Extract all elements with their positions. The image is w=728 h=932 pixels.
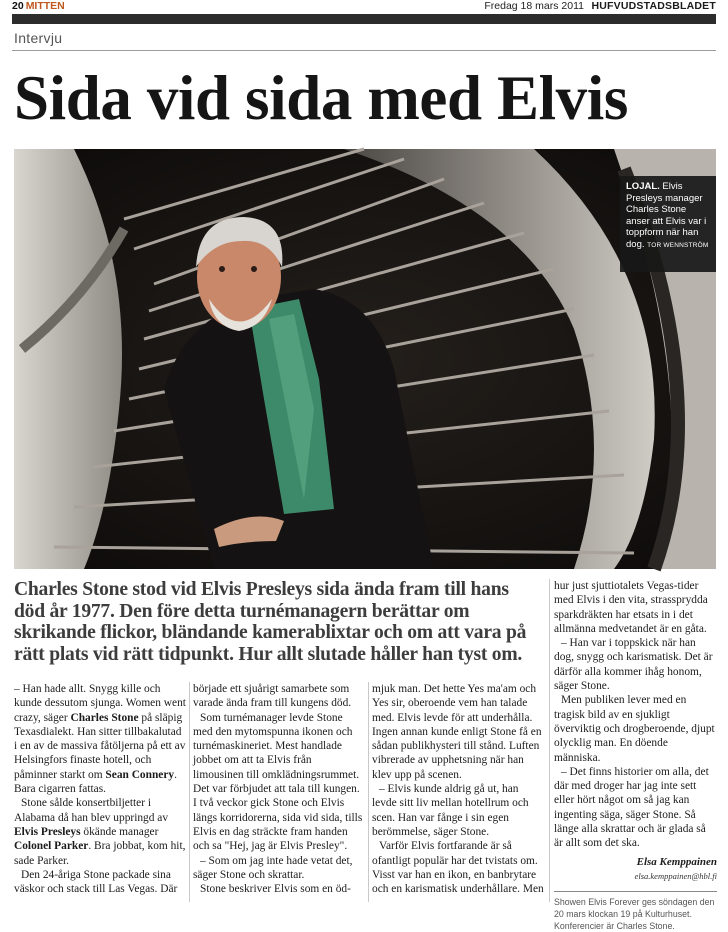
article-photo [14, 149, 716, 569]
caption-text: Elvis Presleys manager Charles Stone anser att Elvis var i toppform när han dog. [626, 181, 707, 250]
column-divider [368, 682, 369, 902]
photo-caption [620, 176, 716, 272]
byline-author: Elsa Kemppainen [636, 855, 717, 868]
paragraph: började ett sjuårigt samarbete som varade ända fram till kungens död. [193, 683, 352, 710]
body-column-1 [14, 682, 186, 896]
paragraph: Varför Elvis fortfarande är så ofantligt populär har det tvistats om. Visst var han en ikon, en banbrytare och en karismatisk underhållare. Men [372, 840, 544, 896]
section-name: MITTEN [25, 0, 65, 12]
column-divider [189, 682, 190, 902]
body-column-4 [554, 579, 717, 932]
paragraph: mjuk man. Det hette Yes ma'am och Yes sir, oberoende vem han talade med. Elvis levde för att underhålla. Ingen annan kunde enligt Stone få en sådan publikhysteri till stånd. Luften vibrerade av upphetsning när han klev upp på scenen. [372, 683, 542, 781]
kicker-divider [12, 50, 716, 51]
headline: Sida vid sida med Elvis [14, 63, 629, 133]
issue-date: Fredag 18 mars 2011 [484, 0, 584, 12]
factbox-divider [554, 891, 717, 892]
paragraph: – Han var i toppskick när han dog, snygg och karismatisk. Det är därför alla kommer ihåg honom, säger Stone. [554, 637, 713, 693]
caption-lead: LOJAL. [626, 181, 660, 192]
page-header [12, 0, 716, 12]
staircase-portrait-image [14, 149, 716, 569]
paragraph: Den 24-åriga Stone packade sina väskor och stack till Las Vegas. Där [14, 868, 178, 896]
factbox: Showen Elvis Forever ges söndagen den 20 mars klockan 19 på Kulturhuset. Konferencier är Charles Stone. [554, 897, 715, 932]
paragraph: – Elvis kunde aldrig gå ut, han levde sitt liv mellan hotellrum och scen. Han var fånge i sin egen berömmelse, säger Stone. [372, 783, 529, 838]
photo-credit: TOR WENNSTRÖM [647, 241, 709, 249]
body-column-2 [193, 682, 365, 896]
newspaper-name: HUFVUDSTADSBLADET [591, 0, 716, 12]
paragraph: – Som om jag inte hade vetat det, säger Stone och skrattar. [193, 854, 353, 881]
paragraph: Men publiken lever med en tragisk bild av en sjukligt överviktig och drogberoende, djupt olycklig man. En döende människa. [554, 694, 715, 764]
page-number: 20 MITTEN [12, 0, 65, 12]
paragraph: – Han hade allt. Snygg kille och kunde dessutom sjunga. Women went crazy, säger Charles Stone på släpig Texasdialekt. Han sitter tillbakalutad i en av de massiva fåtöljerna på ett av Helsingfors finaste hotell, och påminner starkt om Sean Connery. Bara cigarren fattas. [14, 683, 186, 796]
byline-email: elsa.kemppainen@hbl.fi [634, 870, 717, 881]
paragraph: hur just sjuttiotalets Vegas-tider med Elvis i den vita, strassprydda sparkdräkten har etsats in i det allmänna medvetandet är en gåta. [554, 580, 708, 635]
body-column-3 [372, 682, 544, 896]
paragraph: Stone beskriver Elvis som en öd- [200, 883, 351, 896]
paragraph: Stone sålde konsertbiljetter i Alabama då han blev uppringd av Elvis Presleys ökände manager Colonel Parker. Bra jobbat, kom hit, sade Parker. [14, 797, 186, 867]
column-divider [549, 579, 550, 902]
kicker: Intervju [14, 30, 63, 46]
paragraph: Som turnémanager levde Stone med den mytomspunna ikonen och turnémaskineriet. Mest handlade jobbet om att ta Elvis från limousinen till omklädningsrummet. Det var förbjudet att tala till kungen. I två veckor gick Stone och Elvis längs korridorerna, sida vid sida, tills Elvis en dag sträckte fram handen och sa "Hej, jag är Elvis Presley". [193, 711, 363, 853]
ingress: Charles Stone stod vid Elvis Presleys sida ända fram till hans död år 1977. Den före detta turnémanagern berättar om skrikande flickor, bländande kamerablixtar och om att vara på rätt plats vid rätt tidpunkt. Hur allt slutade håller han tyst om. [14, 579, 527, 665]
paragraph: – Det finns historier om alla, det där med droger har jag inte sett eller hört något om så jag kan ingenting säga, säger Stone. Så länge alla skrattar och är glada så är allt som det ska. [554, 765, 709, 850]
header-rule [12, 14, 716, 24]
